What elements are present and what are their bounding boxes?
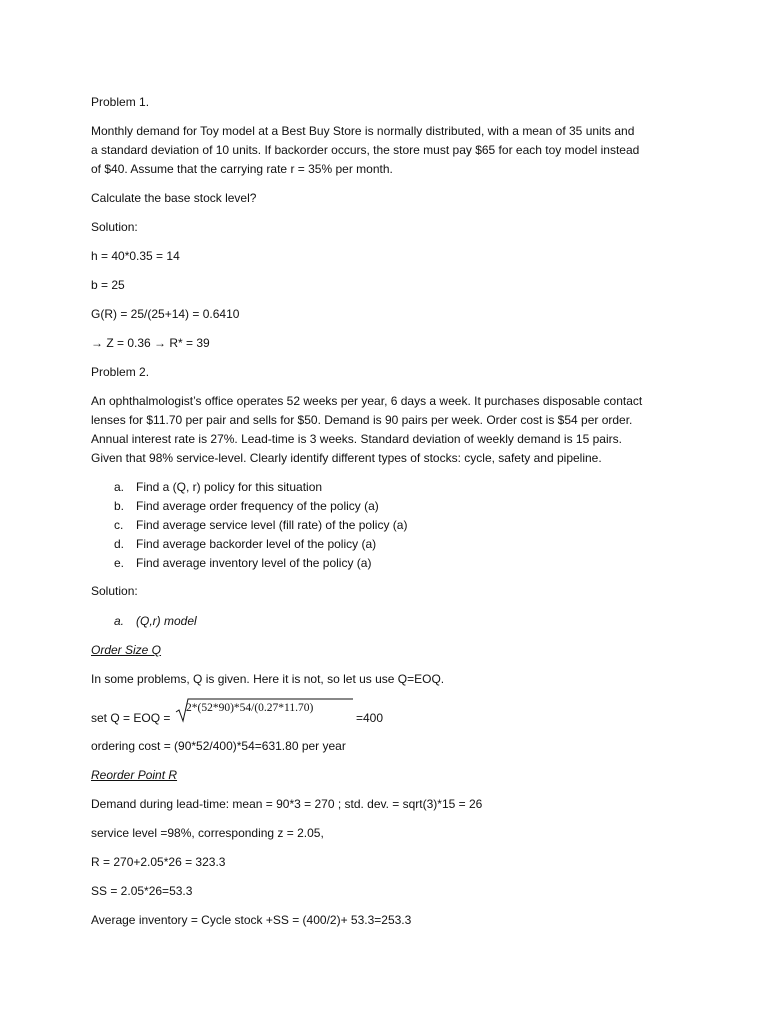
problem2-solution-label: Solution:	[91, 584, 138, 598]
r-calculation: R = 270+2.05*26 = 323.3	[91, 855, 226, 869]
ordering-cost: ordering cost = (90*52/400)*54=631.80 per year	[91, 739, 346, 753]
list-marker: c.	[114, 518, 124, 532]
list-marker: e.	[114, 556, 125, 570]
service-level: service level =98%, corresponding z = 2.05,	[91, 826, 324, 840]
problem2-heading: Problem 2.	[91, 365, 150, 379]
list-marker: d.	[114, 537, 125, 551]
list-item: Find average order frequency of the policy (a)	[136, 499, 379, 513]
problem2-text-line: lenses for $11.70 per pair and sells for $50. Demand is 90 pairs per week. Order cost is $54 per order.	[91, 413, 633, 427]
problem1-text-line: a standard deviation of 10 units. If backorder occurs, the store must pay $65 for each toy model instead	[91, 143, 640, 157]
eoq-radicand: 2*(52*90)*54/(0.27*11.70)	[186, 702, 314, 714]
lead-time-demand: Demand during lead-time: mean = 90*3 = 270 ; std. dev. = sqrt(3)*15 = 26	[91, 797, 483, 811]
list-item: Find average backorder level of the policy (a)	[136, 537, 377, 551]
list-marker: a.	[114, 614, 125, 628]
list-item: Find average service level (fill rate) of the policy (a)	[136, 518, 408, 532]
problem1-heading: Problem 1.	[91, 95, 150, 109]
list-marker: a.	[114, 480, 125, 494]
problem2-text-line: Annual interest rate is 27%. Lead-time is 3 weeks. Standard deviation of weekly demand is 15 pairs.	[91, 432, 622, 446]
problem2-text-line: An ophthalmologist’s office operates 52 weeks per year, 6 days a week. It purchases disposable contact	[91, 394, 643, 408]
problem1-step: h = 40*0.35 = 14	[91, 249, 180, 263]
list-item: Find average inventory level of the policy (a)	[136, 556, 372, 570]
problem2-text-line: Given that 98% service-level. Clearly identify different types of stocks: cycle, safety and pipeline.	[91, 451, 602, 465]
reorder-heading: Reorder Point R	[91, 768, 178, 782]
problem1-step: b = 25	[91, 278, 125, 292]
eoq-result: =400	[356, 711, 384, 725]
problem1-step: → Z = 0.36 → R* = 39	[91, 336, 210, 350]
average-inventory: Average inventory = Cycle stock +SS = (400/2)+ 53.3=253.3	[91, 913, 412, 927]
problem1-text-line: Monthly demand for Toy model at a Best Buy Store is normally distributed, with a mean of 35 units and	[91, 124, 635, 138]
problem1-text-line: of $40. Assume that the carrying rate r = 35% per month.	[91, 162, 393, 176]
list-item: Find a (Q, r) policy for this situation	[136, 480, 323, 494]
order-note: In some problems, Q is given. Here it is not, so let us use Q=EOQ.	[91, 672, 445, 686]
list-marker: b.	[114, 499, 125, 513]
problem1-question: Calculate the base stock level?	[91, 191, 257, 205]
eoq-prefix: set Q = EOQ =	[91, 711, 171, 725]
ss-calculation: SS = 2.05*26=53.3	[91, 884, 193, 898]
problem1-step: G(R) = 25/(25+14) = 0.6410	[91, 307, 240, 321]
problem1-solution-label: Solution:	[91, 220, 138, 234]
order-size-heading: Order Size Q	[91, 643, 162, 657]
part-a-label: (Q,r) model	[136, 614, 197, 628]
